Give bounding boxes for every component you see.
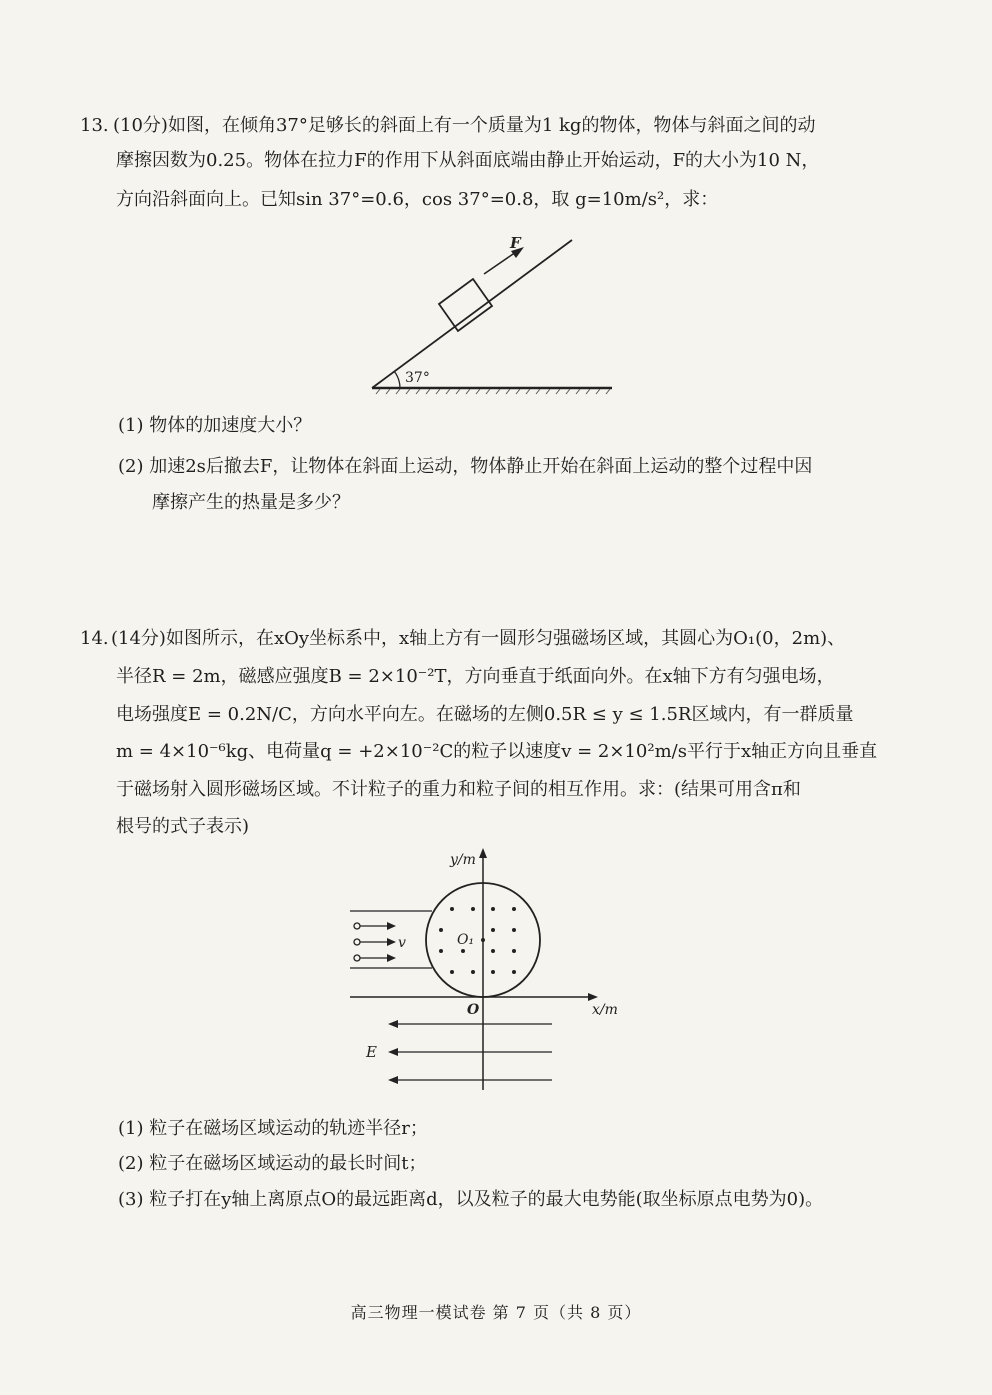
- page-footer: 高三物理一模试卷 第 7 页（共 8 页）: [350, 1303, 642, 1322]
- q14-text-line-3: 电场强度E = 0.2N/C，方向水平向左。在磁场的左侧0.5R ≤ y ≤ 1.5R区域内，有一群质量: [116, 704, 854, 725]
- particle-beam: [354, 923, 390, 961]
- q13-sub-1: (1) 物体的加速度大小？: [118, 415, 312, 436]
- q14-text-line-6: 根号的式子表示): [116, 816, 250, 837]
- incline-line: [372, 240, 572, 388]
- q13-sub-2: (2) 加速2s后撤去F，让物体在斜面上运动，物体静止开始在斜面上运动的整个过程中因: [118, 456, 813, 477]
- q14-sub-1: (1) 粒子在磁场区域运动的轨迹半径r；: [118, 1118, 428, 1139]
- q14-text-line-5: 于磁场射入圆形磁场区域。不计粒子的重力和粒子间的相互作用。求：(结果可用含π和: [116, 779, 801, 800]
- electric-field-arrow-heads: [388, 1020, 398, 1084]
- question-13-number: 13.: [80, 115, 109, 136]
- q13-incline-figure: [350, 230, 620, 400]
- velocity-label: v: [398, 935, 406, 951]
- ground-hatching: [376, 389, 610, 394]
- q14-field-figure: [340, 840, 640, 1100]
- q14-text-line-1: (14分)如图所示，在xOy坐标系中，x轴上方有一圆形匀强磁场区域，其圆心为O₁(0，2m)、: [111, 628, 846, 649]
- origin-label: O: [467, 1002, 480, 1018]
- force-label: F: [510, 234, 521, 252]
- center-label: O₁: [457, 932, 475, 948]
- q14-sub-2: (2) 粒子在磁场区域运动的最长时间t；: [118, 1153, 427, 1174]
- question-14-number: 14.: [80, 628, 109, 649]
- force-arrow: [484, 252, 516, 274]
- x-axis-arrow: [588, 993, 598, 1001]
- y-axis-arrow: [479, 848, 487, 858]
- electric-field-lines: [396, 1024, 552, 1080]
- q13-text-line-2: 摩擦因数为0.25。物体在拉力F的作用下从斜面底端由静止开始运动，F的大小为10 N，: [116, 150, 820, 171]
- q14-text-line-2: 半径R = 2m，磁感应强度B = 2×10⁻²T，方向垂直于纸面向外。在x轴下方有匀强电场，: [116, 666, 835, 687]
- x-axis-label: x/m: [592, 1002, 618, 1018]
- q13-sub-2-continued: 摩擦产生的热量是多少？: [152, 492, 350, 513]
- y-axis-label: y/m: [450, 852, 476, 868]
- electric-field-label: E: [366, 1043, 377, 1061]
- angle-arc: [394, 371, 400, 388]
- magnetic-field-dots: [439, 907, 516, 974]
- angle-label: 37°: [405, 370, 430, 386]
- particle-arrow-heads: [387, 922, 396, 962]
- q14-text-line-4: m = 4×10⁻⁶kg、电荷量q = +2×10⁻²C的粒子以速度v = 2×10²m/s平行于x轴正方向且垂直: [116, 741, 878, 762]
- q14-sub-3: (3) 粒子打在y轴上离原点O的最远距离d，以及粒子的最大电势能(取坐标原点电势为0)。: [118, 1189, 824, 1210]
- q13-text-line-1: (10分)如图，在倾角37°足够长的斜面上有一个质量为1 kg的物体，物体与斜面之间的动: [113, 115, 816, 136]
- q13-text-line-3: 方向沿斜面向上。已知sin 37°=0.6，cos 37°=0.8，取 g=10m/s²，求：: [116, 189, 719, 210]
